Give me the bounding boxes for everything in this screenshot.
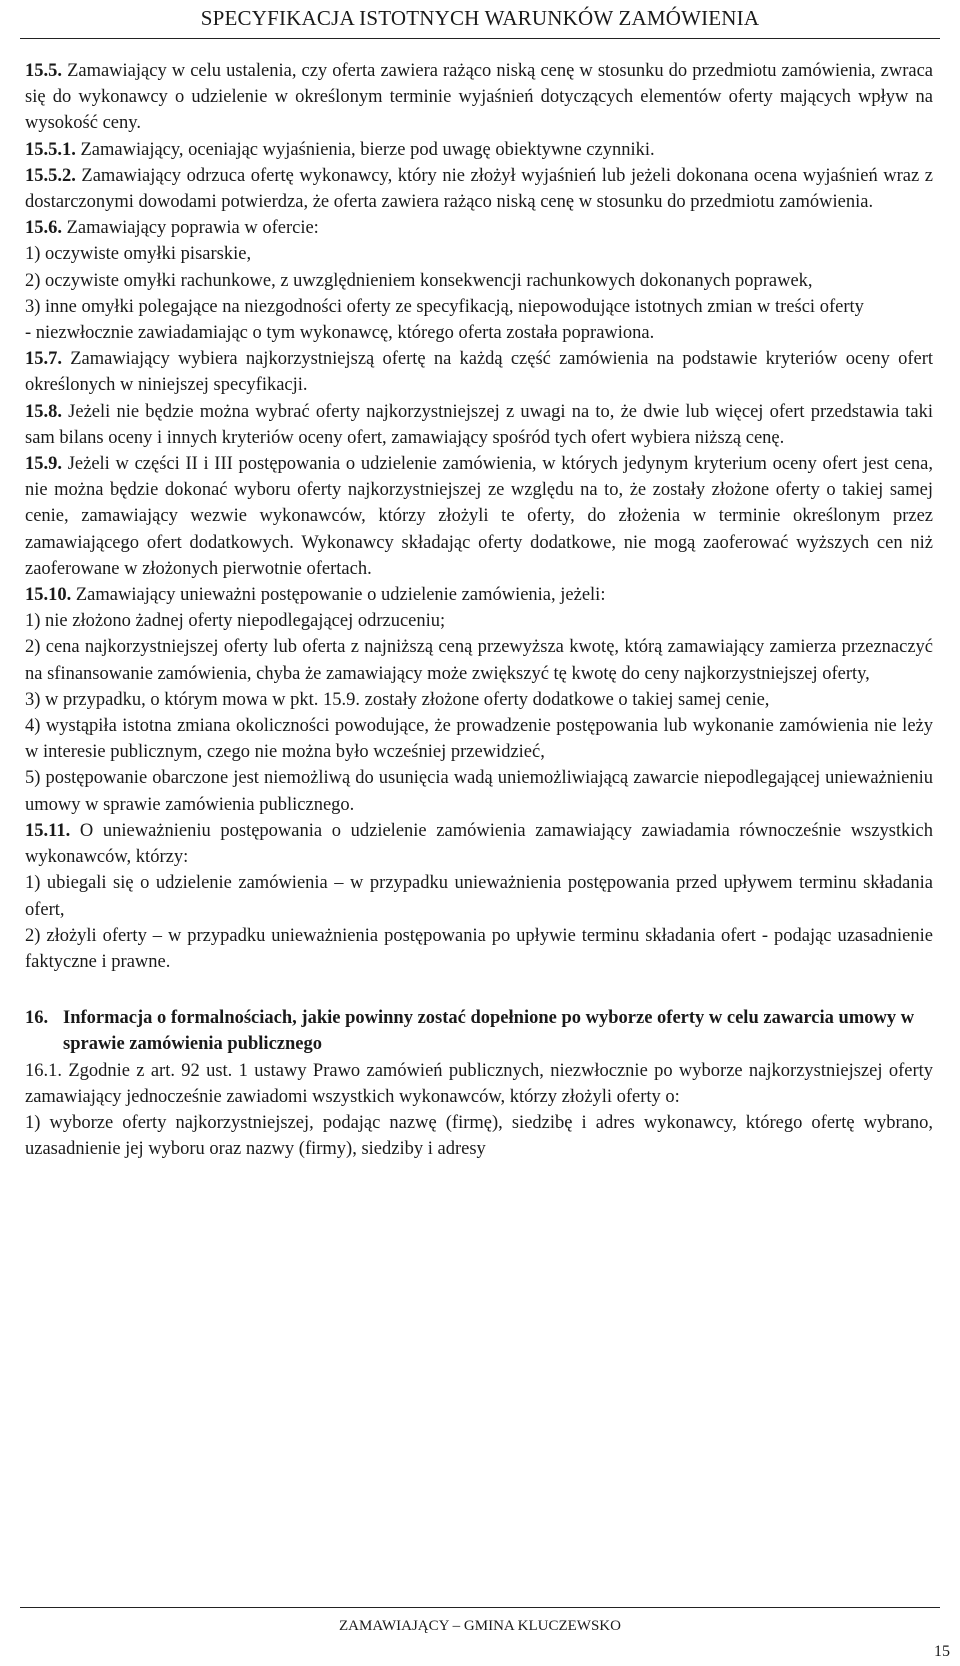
list-item [25, 765, 933, 817]
clause-text: Zamawiający, oceniając wyjaśnienia, bierze pod uwagę obiektywne czynniki. [75, 139, 655, 160]
section-title: Informacja o formalnościach, jakie powinny zostać dopełnione po wyborze oferty w celu zawarcia umowy w sprawie zamówienia publicznego [63, 1008, 915, 1055]
paragraph-15-5 [25, 58, 933, 137]
paragraph-15-5-1 [25, 137, 933, 163]
paragraph-15-6 [25, 215, 933, 241]
list-item-text: 2) cena najkorzystniejszej oferty lub oferta z najniższą ceną przewyższa kwotę, którą zamawiający zamierza przeznaczyć na sfinansowanie zamówienia, chyba że zamawiający może zwiększyć tę kwotę do ceny najkorzystniejszej oferty, [25, 637, 933, 684]
clause-number: 15.10. [25, 585, 72, 606]
document-body [25, 58, 933, 1162]
clause-text: O unieważnieniu postępowania o udzielenie zamówienia zamawiający zawiadamia równocześnie wszystkich wykonawców, którzy: [25, 820, 933, 868]
list-item [25, 923, 933, 975]
section-16-heading [25, 1005, 933, 1057]
list-item-text: 1) nie złożono żadnej oferty niepodlegającej odrzuceniu; [25, 611, 446, 632]
paragraph-15-8 [25, 399, 933, 451]
clause-number: 15.5.1. [25, 139, 76, 160]
clause-number: 15.11. [25, 820, 71, 841]
list-item [25, 713, 933, 765]
list-item [25, 870, 933, 922]
list-item [25, 241, 933, 267]
clause-text: Zamawiający unieważni postępowanie o udzielenie zamówienia, jeżeli: [71, 585, 606, 606]
clause-number: 15.6. [25, 218, 62, 239]
clause-text: Zamawiający wybiera najkorzystniejszą ofertę na każdą część zamówienia na podstawie kryteriów oceny ofert określonych w niniejszej specyfikacji. [25, 349, 933, 396]
clause-text: Jeżeli w części II i III postępowania o udzielenie zamówienia, w których jedynym kryterium oceny ofert jest cena, nie można będzie dokonać wyboru oferty najkorzystniejszej ze względu na to, że zostały złożone oferty o takiej samej cenie, zamawiający wezwie wykonawców, którzy złożyli te oferty, do złożenia w terminie określonym przez zamawiającego ofert dodatkowych. Wykonawcy składając oferty dodatkowe, nie mogą zaoferować wyższych cen niż zaoferowane w złożonych pierwotnie ofertach. [25, 454, 933, 579]
clause-text: Zamawiający odrzuca ofertę wykonawcy, który nie złożył wyjaśnień lub jeżeli dokonana ocena wyjaśnień wraz z dostarczonymi dowodami potwierdza, że oferta zawiera rażąco niską cenę w stosunku do przedmiotu zamówienia. [25, 165, 933, 213]
list-item [25, 294, 933, 320]
clause-number: 15.5. [25, 61, 62, 81]
clause-number: 15.8. [25, 401, 62, 422]
list-item [25, 1110, 933, 1162]
list-item [25, 634, 933, 686]
list-item-text: 1) oczywiste omyłki pisarskie, [25, 244, 252, 265]
list-item-text: 3) w przypadku, o którym mowa w pkt. 15.9. zostały złożone oferty dodatkowe o takiej samej cenie, [25, 689, 770, 710]
paragraph-15-5-2 [25, 163, 933, 215]
clause-text: 16.1. Zgodnie z art. 92 ust. 1 ustawy Prawo zamówień publicznych, niezwłocznie po wyborze najkorzystniejszej oferty zamawiający jednocześnie zawiadomi wszystkich wykonawców, którzy złożyli oferty o: [25, 1060, 933, 1107]
paragraph-15-9 [25, 451, 933, 582]
list-item-text: 2) oczywiste omyłki rachunkowe, z uwzględnieniem konsekwencji rachunkowych dokonanych poprawek, [25, 270, 813, 291]
clause-text: Zamawiający poprawia w ofercie: [62, 218, 319, 239]
list-item [25, 320, 933, 346]
list-item-text: 5) postępowanie obarczone jest niemożliwą do usunięcia wadą uniemożliwiającą zawarcie niepodlegającej unieważnieniu umowy w sprawie zamówienia publicznego. [25, 768, 933, 815]
page-header: SPECYFIKACJA ISTOTNYCH WARUNKÓW ZAMÓWIENIA [200, 6, 760, 30]
footer-divider [20, 1607, 940, 1608]
clause-text: Jeżeli nie będzie można wybrać oferty najkorzystniejszej z uwagi na to, że dwie lub więcej ofert przedstawia taki sam bilans oceny i innych kryteriów oceny ofert, zamawiający spośród tych ofert wybiera niższą cenę. [25, 401, 933, 448]
header-divider [20, 38, 940, 39]
page-footer: ZAMAWIAJĄCY – GMINA KLUCZEWSKO [339, 1618, 621, 1634]
paragraph-16-1 [25, 1058, 933, 1110]
clause-number: 15.9. [25, 454, 62, 475]
paragraph-15-10 [25, 582, 933, 608]
list-item-text: 2) złożyli oferty – w przypadku unieważnienia postępowania po upływie terminu składania ofert - podając uzasadnienie faktyczne i prawne. [25, 925, 933, 972]
section-number: 16. [25, 1008, 49, 1029]
list-item-text: 4) wystąpiła istotna zmiana okoliczności powodujące, że prowadzenie postępowania lub wykonanie zamówienia nie leży w interesie publicznym, czego nie można było wcześniej przewidzieć, [25, 716, 933, 763]
list-item-text: 3) inne omyłki polegające na niezgodności oferty ze specyfikacją, niepowodujące istotnych zmian w treści oferty [25, 296, 864, 317]
list-item-text: - niezwłocznie zawiadamiając o tym wykonawcę, którego oferta została poprawiona. [25, 323, 655, 344]
paragraph-15-7 [25, 346, 933, 398]
clause-number: 15.7. [25, 349, 62, 370]
list-item [25, 608, 933, 634]
clause-text: Zamawiający w celu ustalenia, czy oferta zawiera rażąco niską cenę w stosunku do przedmiotu zamówienia, zwraca się do wykonawcy o udzielenie w określonym terminie wyjaśnień dotyczących elementów oferty mających wpływ na wysokość ceny. [25, 61, 933, 134]
list-item-text: 1) ubiegali się o udzielenie zamówienia – w przypadku unieważnienia postępowania przed upływem terminu składania ofert, [25, 873, 933, 920]
clause-number: 15.5.2. [25, 165, 76, 186]
list-item [25, 268, 933, 294]
list-item [25, 687, 933, 713]
paragraph-15-11 [25, 818, 933, 870]
page-number: 15 [934, 1643, 950, 1660]
list-item-text: 1) wyborze oferty najkorzystniejszej, podając nazwę (firmę), siedzibę i adres wykonawcy, którego ofertę wybrano, uzasadnienie jej wyboru oraz nazwy (firmy), siedziby i adresy [25, 1112, 933, 1160]
